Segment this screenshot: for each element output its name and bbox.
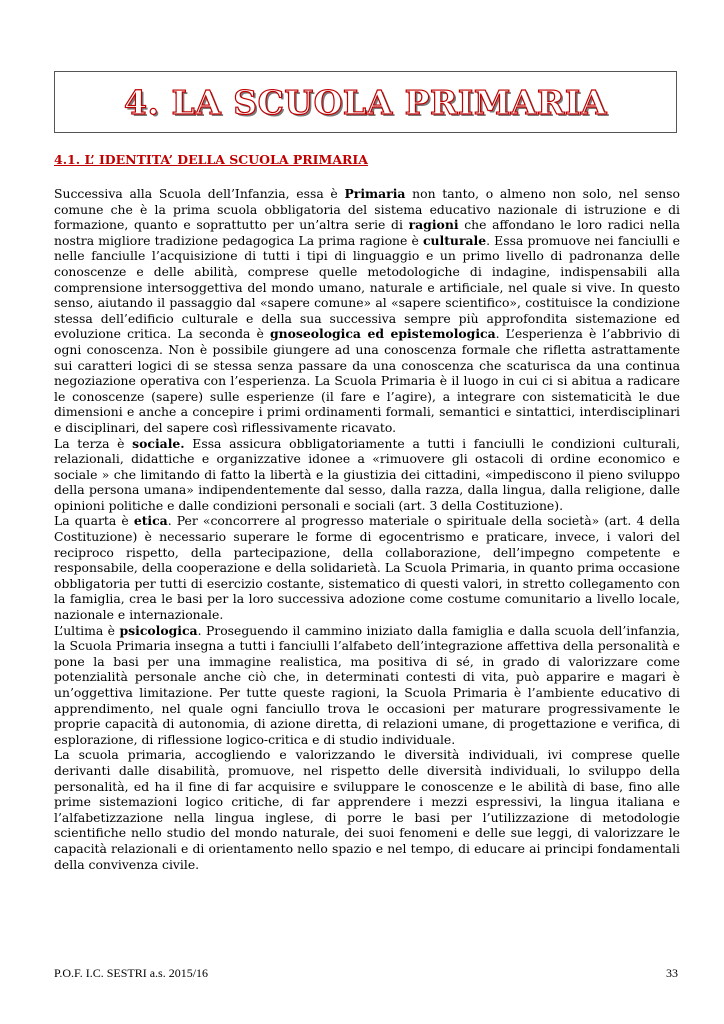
- footer-document-info: P.O.F. I.C. SESTRI a.s. 2015/16: [54, 966, 209, 980]
- title-box: [54, 71, 677, 133]
- page-title: 4. LA SCUOLA PRIMARIA: [124, 82, 607, 122]
- paragraph-sociale: La terza è sociale. Essa assicura obbligatoriamente a tutti i fanciulli le condizioni culturali, relazionali, didattiche e organizzative idonee a «rimuovere gli ostacoli di ordine economico e sociale » che limitando di fatto la libertà e la giustizia dei cittadini, «impediscono il pieno sviluppo della persona umana» indipendentemente dal sesso, dalla razza, dalla lingua, dalla religione, dalle opinioni politiche e dalle condizioni personali e sociali (art. 3 della Costituzione).: [54, 435, 681, 513]
- footer-page-number: 33: [666, 966, 678, 980]
- paragraph-primaria: Successiva alla Scuola dell’Infanzia, essa è Primaria non tanto, o almeno non solo, nel senso comune che è la prima scuola obbligatoria del sistema educativo nazionale di istruzione e di formazione, quanto e soprattutto per un’altra serie di ragioni che affondano le loro radici nella nostra migliore tradizione pedagogica La prima ragione è culturale. Essa promuove nei fanciulli e nelle fanciulle l’acquisizione di tutti i tipi di linguaggio e un primo livello di padronanza delle conoscenze e delle abilità, comprese quelle metodologiche di indagine, indispensabili alla comprensione intersoggettiva del mondo umano, naturale e artificiale, nel quale si vive. In questo senso, aiutando il passaggio dal «sapere comune» al «sapere scientifico», costituisce la condizione stessa dell’edificio culturale e della sua successiva sempre più approfondita sistemazione ed evoluzione critica. La seconda è gnoseologica ed epistemologica. L’esperienza è l’abbrivio di ogni conoscenza. Non è possibile giungere ad una conoscenza formale che rifletta astrattamente sui caratteri logici di se stessa senza passare da una conoscenza che scaturisca da una continua negoziazione operativa con l’esperienza. La Scuola Primaria è il luogo in cui ci si abitua a radicare le conoscenze (sapere) sulle esperienze (il fare e l’agire), a integrare con sistematicità le due dimensioni e anche a concepire i primi ordinamenti formali, semantici e sintattici, interdisciplinari e disciplinari, del sapere così riflessivamente ricavato.: [54, 186, 681, 435]
- paragraph-etica: La quarta è etica. Per «concorrere al progresso materiale o spirituale della società» (art. 4 della Costituzione) è necessario superare le forme di egocentrismo e praticare, invece, i valori del reciproco rispetto, della partecipazione, della collaborazione, dell’impegno competente e responsabile, della cooperazione e della solidarietà. La Scuola Primaria, in quanto prima occasione obbligatoria per tutti di esercizio costante, sistematico di questi valori, in stretto collegamento con la famiglia, crea le basi per la loro successiva adozione come costume comunitario a livello locale, nazionale e internazionale.: [54, 513, 681, 623]
- paragraph-scuola-primaria: La scuola primaria, accogliendo e valorizzando le diversità individuali, ivi comprese quelle derivanti dalle disabilità, promuove, nel rispetto delle diversità individuali, lo sviluppo della personalità, ed ha il fine di far acquisire e sviluppare le conoscenze e le abilità di base, fino alle prime sistemazioni logico critiche, di far apprendere i mezzi espressivi, la lingua italiana e l’alfabetizzazione nella lingua inglese, di porre le basi per l’utilizzazione di metodologie scientifiche nello studio del mondo naturale, dei suoi fenomeni e delle sue leggi, di valorizzare le capacità relazionali e di orientamento nello spazio e nel tempo, di educare ai principi fondamentali della convivenza civile.: [54, 747, 680, 872]
- body-text: [54, 186, 680, 872]
- section-heading: 4.1. L’ IDENTITA’ DELLA SCUOLA PRIMARIA: [54, 152, 368, 167]
- paragraph-psicologica: L’ultima è psicologica. Proseguendo il cammino iniziato dalla famiglia e dalla scuola dell’infanzia, la Scuola Primaria insegna a tutti i fanciulli l’alfabeto dell’integrazione affettiva della personalità e pone la basi per una immagine realistica, ma positiva di sé, in grado di valorizzare come potenzialità personale anche ciò che, in determinati contesti di vita, può apparire e magari è un’oggettiva limitazione. Per tutte queste ragioni, la Scuola Primaria è l’ambiente educativo di apprendimento, nel quale ogni fanciullo trova le occasioni per maturare progressivamente le proprie capacità di autonomia, di azione diretta, di relazioni umane, di progettazione e verifica, di esplorazione, di riflessione logico-critica e di studio individuale.: [54, 622, 680, 747]
